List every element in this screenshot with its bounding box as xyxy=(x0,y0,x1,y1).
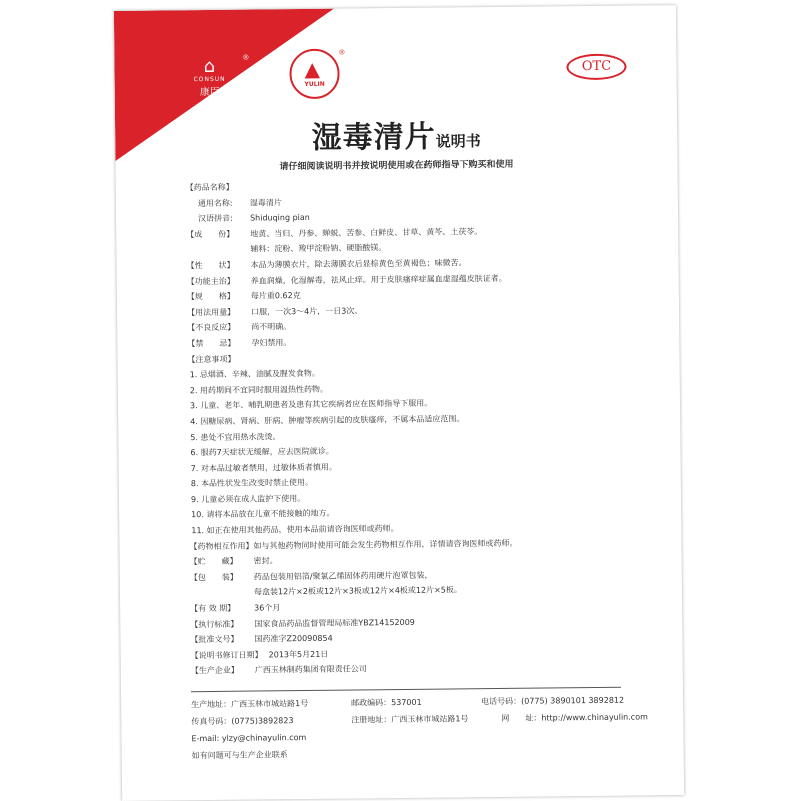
yulin-logo-text: YULIN xyxy=(304,80,325,88)
manufacturer-row: 【生产企业】 广西玉林制药集团有限责任公司 xyxy=(190,664,367,676)
email: E-mail: ylzy@chinayulin.com xyxy=(191,732,307,744)
website: 网 址：http://www.chinayulin.com xyxy=(501,712,648,723)
validity-row: 【有 效 期】 36个月 xyxy=(190,603,281,614)
dosage-row: 【用法用量】 口服，一次3～4片，一日3次。 xyxy=(186,306,363,317)
footer xyxy=(191,691,652,764)
fax: 传真号码：(0775)3892823 xyxy=(191,716,294,727)
subtitle: 请仔细阅读说明书并按说明使用或在药师指导下购买和使用 xyxy=(279,159,514,173)
excipients-row: 辅料：淀粉、羧甲淀粉钠、硬脂酸镁。 xyxy=(250,243,387,254)
precaution-item: 7. 对本品过敏者禁用，过敏体质者慎用。 xyxy=(190,462,337,473)
precaution-item: 5. 患处不宜用热水洗烫。 xyxy=(190,431,281,442)
interactions-row: 【药物相互作用】 如与其他药物同时使用可能会发生药物相互作用，详情请咨询医师或药师。 xyxy=(189,538,518,551)
consun-logo-cn: 康臣 xyxy=(199,86,220,99)
precautions-header: 【注意事项】 xyxy=(187,354,236,364)
instruction-sheet xyxy=(114,5,684,801)
content-body xyxy=(186,175,652,764)
registered-mark-yulin: ® xyxy=(338,48,346,57)
common-name-row: 通用名称: 湿毒清片 xyxy=(197,197,282,208)
properties-row: 【性 状】 本品为薄膜衣片，除去薄膜衣后显棕黄色至黄褐色；味微苦。 xyxy=(186,258,467,271)
contraindications-row: 【禁 忌】 孕妇禁用。 xyxy=(187,338,292,349)
adverse-row: 【不良反应】 尚不明确。 xyxy=(187,322,292,333)
precaution-item: 9. 儿童必须在成人监护下使用。 xyxy=(190,493,306,505)
indications-row: 【功能主治】 养血润燥，化湿解毒，祛风止痒。用于皮肤瘙痒症属血虚湿蕴皮肤证者。 xyxy=(186,273,507,286)
consun-logo-en: CONSUN xyxy=(193,75,226,84)
precaution-item: 6. 服药7天症状无缓解，应去医院就诊。 xyxy=(190,446,334,458)
precaution-item: 4. 因糖尿病、肾病、肝病、肿瘤等疾病引起的皮肤瘙痒，不属本品适应范围。 xyxy=(190,414,465,427)
precaution-item: 3. 儿童、老年、哺乳期患者及患有其它疾病者应在医师指导下服用。 xyxy=(189,398,433,411)
otc-badge: OTC xyxy=(566,54,626,81)
footer-row-4 xyxy=(192,742,652,764)
pinyin-row: 汉语拼音: Shiduqing pian xyxy=(198,213,310,224)
title-main: 湿毒清片 xyxy=(311,119,436,156)
precaution-item: 2. 用药期间不宜同时服用温热性药物。 xyxy=(189,384,329,395)
package-row: 【包 装】 药品包装用铝箔/聚氯乙烯固体药用硬片泡罩包装， xyxy=(189,570,433,583)
postcode: 邮政编码：537001 xyxy=(351,697,422,708)
page-title xyxy=(115,109,677,159)
revision-row: 【说明书修订日期】 2013年5月21日 xyxy=(190,649,329,661)
drug-name-header: 【药品名称】 xyxy=(185,182,234,193)
precaution-item: 11. 如正在使用其他药品，使用本品前请咨询医师或药师。 xyxy=(191,524,399,536)
title-suffix: 说明书 xyxy=(435,132,481,151)
standard-row: 【执行标准】 国家食品药品监督管理局标准YBZ14152009 xyxy=(190,617,415,629)
consun-mark-icon: ⌂ xyxy=(203,55,216,78)
storage-row: 【贮 藏】 密封。 xyxy=(189,556,278,567)
production-address: 生产地址：广西玉林市城站路1号 xyxy=(191,698,309,710)
tree-icon: ▲ xyxy=(304,56,321,81)
registered-mark: ® xyxy=(242,53,250,62)
registered-address: 注册地址：广西玉林市城站路1号 xyxy=(351,714,469,725)
ingredients-row: 【成 份】 地黄、当归、丹参、蝉蜕、苦参、白鲜皮、甘草、黄芩、土茯苓。 xyxy=(186,226,483,239)
precaution-item: 10. 请将本品放在儿童不能接触的地方。 xyxy=(191,509,335,520)
contact-note: 如有问题可与生产企业联系 xyxy=(191,750,288,761)
consun-logo xyxy=(174,55,244,99)
yulin-logo xyxy=(289,49,340,100)
package-row-2: 每盒装12片×2板或12片×3板或12片×4板或12片×5板。 xyxy=(253,585,462,597)
precaution-item: 1. 忌烟酒、辛辣、油腻及腥发食物。 xyxy=(189,368,320,380)
approval-row: 【批准文号】 国药准字Z20090854 xyxy=(190,633,333,645)
phone: 电话号码：(0775) 3890101 3892812 xyxy=(481,695,625,707)
precaution-item: 8. 本品性状发生改变时禁止使用。 xyxy=(190,478,314,489)
specification-row: 【规 格】 每片重0.62克 xyxy=(186,291,301,302)
